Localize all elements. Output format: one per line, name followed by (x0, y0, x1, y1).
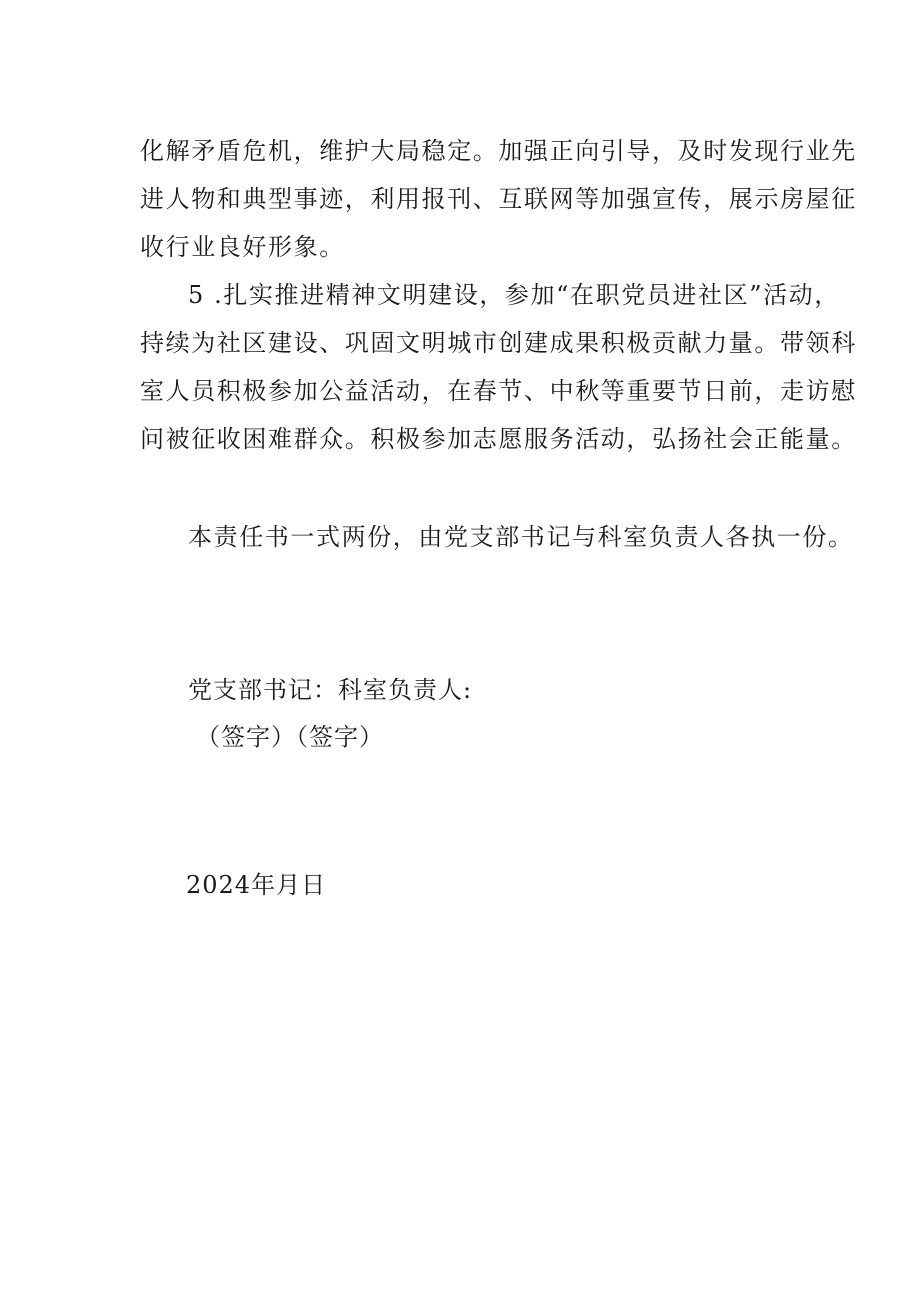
paragraph-5-line-3: 室人员积极参加公益活动，在春节、中秋等重要节日前，走访慰 (140, 377, 857, 405)
paragraph-5-line-4: 问被征收困难群众。积极参加志愿服务活动，弘扬社会正能量。 (140, 425, 857, 453)
paragraph-4-line-2: 进人物和典型事迹，利用报刊、互联网等加强宣传，展示房屋征 (140, 185, 857, 213)
paragraph-5-line-1: 5 .扎实推进精神文明建设，参加“在职党员进社区”活动， (188, 281, 840, 309)
copies-note: 本责任书一式两份，由党支部书记与科室负责人各执一份。 (188, 523, 854, 551)
paragraph-5-line-2: 持续为社区建设、巩固文明城市创建成果积极贡献力量。带领科 (140, 329, 857, 357)
document-date: 2024年月日 (186, 871, 327, 899)
signature-titles: 党支部书记：科室负责人: (188, 676, 473, 704)
signature-marks: （签字）（签字） (196, 723, 384, 751)
paragraph-4-line-1: 化解矛盾危机，维护大局稳定。加强正向引导，及时发现行业先 (140, 137, 857, 165)
paragraph-4-line-3: 收行业良好形象。 (140, 233, 345, 261)
